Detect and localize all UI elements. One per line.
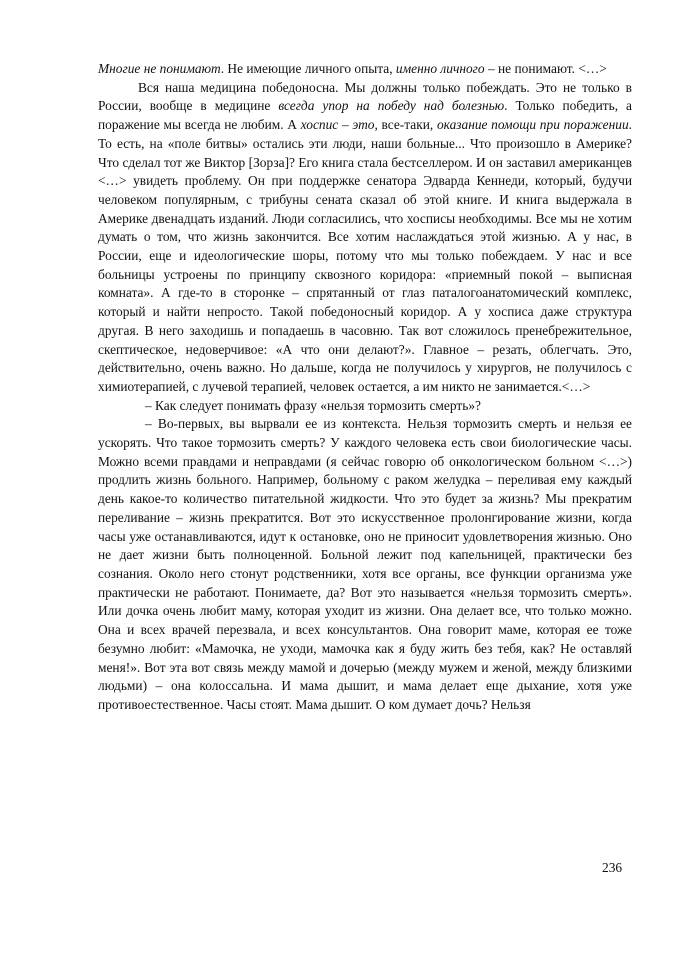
- text-segment: . Не имеющие личного опыта,: [220, 61, 396, 76]
- text-segment: – не понимают. <…>: [484, 61, 607, 76]
- paragraph: [98, 397, 632, 416]
- page-number: 236: [602, 860, 623, 875]
- italic-text: именно личного: [395, 61, 485, 76]
- italic-text: Многие не понимают: [98, 61, 221, 76]
- paragraph: [98, 415, 632, 714]
- paragraph: [98, 79, 632, 397]
- body-text: [98, 60, 632, 715]
- text-segment: . То есть, на «поле битвы» остались эти люди, наши больные... Что произошло в Америке? Что сделал тот же Виктор [Зорза]? Его книга стала бестселлером. И он заставил американцев <…> увидеть проблему. Он при поддержке сенатора Эдварда Кеннеди, который, будучи человеком популярным, с трибуны сената сказал об этой книге. И книга выдержала в Америке двенадцать изданий. Люди согласились, что хосписы необходимы. Все мы не хотим думать о том, что жизнь закончится. Все хотим наслаждаться этой жизнью. А у нас, в России, еще и идеологические шоры, потому что мы только побеждаем. У нас и все больницы устроены по принципу сквозного коридора: «приемный покой – выписная комната». А где-то в сторонке – спрятанный от глаз паталогоанатомический комплекс, который и найти непросто. Такой победоносный коридор. А у хосписа даже структура другая. В него заходишь и попадаешь в часовню. Так вот сложилось пренебрежительное, скептическое, недоверчивое: «А что они делают?». Главное – резать, облегчать. Это, действительно, очень важно. Но дальше, когда не получилось у хирургов, не получилось с химиотерапией, с лучевой терапией, человек остается, а им никто не занимается.<…>: [98, 117, 633, 394]
- italic-text: всегда упор на победу над болезнью: [278, 98, 505, 114]
- italic-text: оказание помощи при поражении: [436, 117, 629, 133]
- text-segment: . Только победить, а поражение мы всегда не любим. А: [98, 98, 632, 133]
- italic-text: хоспис – это: [300, 117, 375, 133]
- text-segment: , все-таки,: [374, 117, 437, 133]
- text-segment: – Как следует понимать фразу «нельзя тормозить смерть»?: [145, 397, 481, 413]
- text-segment: Вся наша медицина победоносна. Мы должны только побеждать. Это не только в России, вообще в медицине: [98, 79, 632, 114]
- paragraph: [98, 60, 632, 79]
- text-segment: – Во-первых, вы вырвали ее из контекста. Нельзя тормозить смерть и нельзя ее ускорять. Что такое тормозить смерть? У каждого человека есть свои биологические часы. Можно всеми правдами и неправдами (я сейчас говорю об онкологическом больном <…>) продлить жизнь больного. Например, больному с раком желудка – переливая ему каждый день какое-то количество питательной жидкости. Что это будет за жизнь? Мы прекратим переливание – жизнь прекратится. Вот это искусственное пролонгирование жизни, когда часы уже останавливаются, идут к остановке, оно не приносит удовлетворения жизнью. Оно не дает жизни быть полноценной. Больной лежит под капельницей, практически без сознания. Около него стонут родственники, хотя все органы, все функции организма уже практически не работают. Понимаете, да? Вот это называется «нельзя тормозить смерть». Или дочка очень любит маму, которая уходит из жизни. Она делает все, что только можно. Она и всех врачей перезвала, и всех консультантов. Она говорит маме, которая ее тоже безумно любит: «Мамочка, не уходи, мамочка как я буду жить без тебя, как? Не оставляй меня!». Вот эта вот связь между мамой и дочерью (между мужем и женой, между близкими людьми) – она колоссальна. И мама дышит, и мама делает еще дыхание, хотя уже противоестественное. Часы стоят. Мама дышит. О ком думает дочь? Нельзя: [98, 416, 632, 712]
